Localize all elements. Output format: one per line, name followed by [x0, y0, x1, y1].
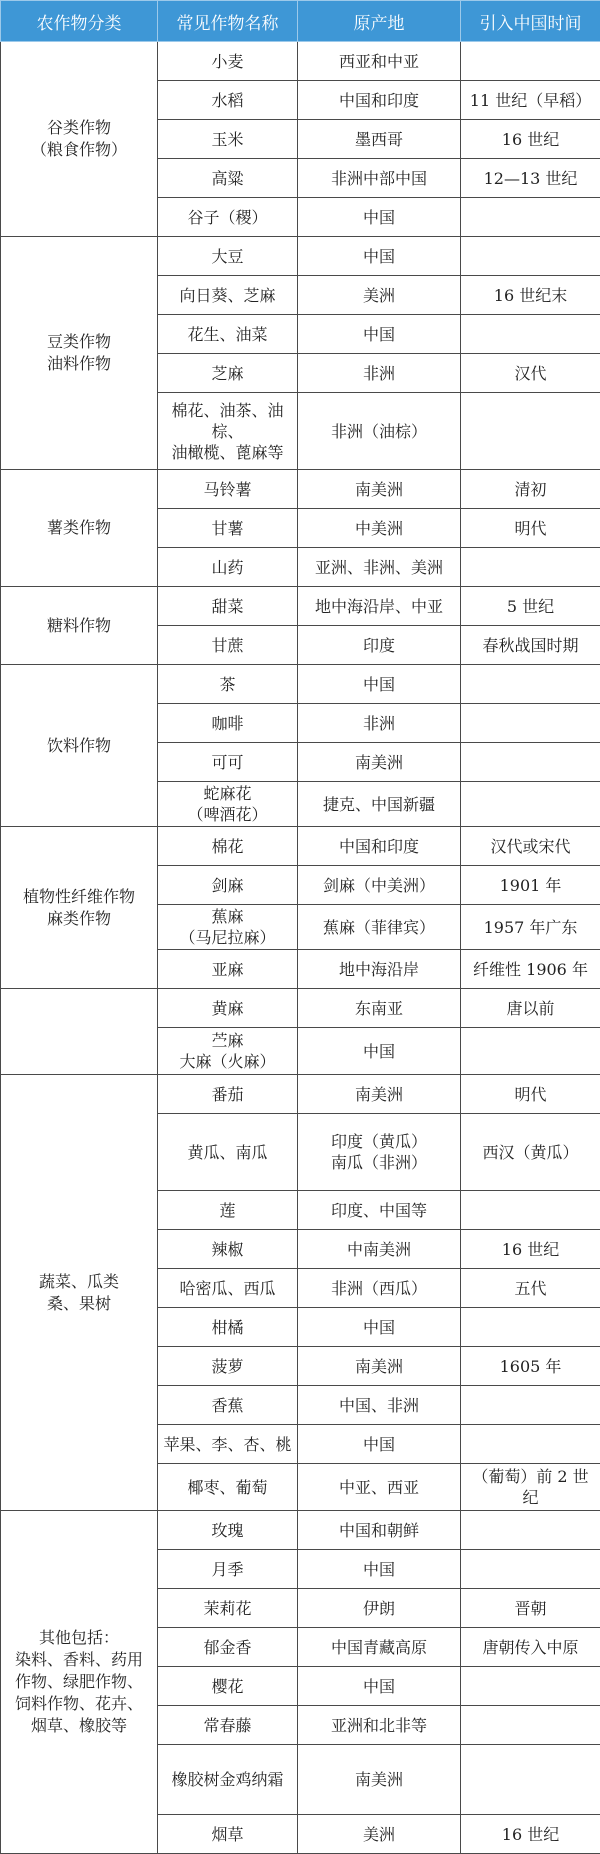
- introduction-time-cell: [461, 1308, 600, 1347]
- origin-cell: 南美洲: [298, 1745, 461, 1815]
- table-row: [1, 1075, 600, 1114]
- table-row: [1, 989, 600, 1028]
- crop-name-cell: 甘薯: [158, 509, 298, 548]
- origin-cell: 东南亚: [298, 989, 461, 1028]
- origin-cell: 非洲中部中国: [298, 159, 461, 198]
- crop-name-cell: 山药: [158, 548, 298, 587]
- introduction-time-cell: 春秋战国时期: [461, 626, 600, 665]
- introduction-time-cell: 明代: [461, 1075, 600, 1114]
- introduction-time-cell: 16 世纪: [461, 120, 600, 159]
- origin-cell: 中南美洲: [298, 1230, 461, 1269]
- crop-name-cell: 花生、油菜: [158, 315, 298, 354]
- crop-name-cell: 莲: [158, 1191, 298, 1230]
- introduction-time-cell: 唐以前: [461, 989, 600, 1028]
- category-cell: 其他包括： 染料、香料、药用 作物、绿肥作物、 饲料作物、花卉、 烟草、橡胶等: [1, 1511, 158, 1854]
- category-cell: 薯类作物: [1, 470, 158, 587]
- crop-name-cell: 玫瑰: [158, 1511, 298, 1550]
- crop-name-cell: 甜菜: [158, 587, 298, 626]
- table-row: [1, 827, 600, 866]
- crop-name-cell: 黄瓜、南瓜: [158, 1114, 298, 1191]
- introduction-time-cell: [461, 237, 600, 276]
- origin-cell: 非洲: [298, 704, 461, 743]
- origin-cell: 墨西哥: [298, 120, 461, 159]
- category-cell: [1, 989, 158, 1075]
- origin-cell: 印度: [298, 626, 461, 665]
- origin-cell: 中国: [298, 1667, 461, 1706]
- crop-name-cell: 黄麻: [158, 989, 298, 1028]
- origin-cell: 南美洲: [298, 743, 461, 782]
- category-cell: 糖料作物: [1, 587, 158, 665]
- origin-cell: 印度、中国等: [298, 1191, 461, 1230]
- crop-name-cell: 可可: [158, 743, 298, 782]
- header-row: [1, 1, 600, 42]
- introduction-time-cell: [461, 315, 600, 354]
- origin-cell: 伊朗: [298, 1589, 461, 1628]
- crop-name-cell: 向日葵、芝麻: [158, 276, 298, 315]
- crop-name-cell: 茶: [158, 665, 298, 704]
- crop-name-cell: 亚麻: [158, 950, 298, 989]
- crop-name-cell: 棉花: [158, 827, 298, 866]
- origin-cell: 地中海沿岸、中亚: [298, 587, 461, 626]
- table-row: [1, 1511, 600, 1550]
- origin-cell: 中国: [298, 1308, 461, 1347]
- origin-cell: 中国: [298, 665, 461, 704]
- table-row: [1, 587, 600, 626]
- crop-name-cell: 樱花: [158, 1667, 298, 1706]
- introduction-time-cell: [461, 1667, 600, 1706]
- crop-name-cell: 茉莉花: [158, 1589, 298, 1628]
- crop-name-cell: 苎麻 大麻（火麻）: [158, 1028, 298, 1075]
- crop-name-cell: 芝麻: [158, 354, 298, 393]
- crop-name-cell: 辣椒: [158, 1230, 298, 1269]
- origin-cell: 中国青藏高原: [298, 1628, 461, 1667]
- table-row: [1, 42, 600, 81]
- table-row: [1, 470, 600, 509]
- introduction-time-cell: [461, 743, 600, 782]
- category-cell: 植物性纤维作物 麻类作物: [1, 827, 158, 989]
- crop-name-cell: 橡胶树金鸡纳霜: [158, 1745, 298, 1815]
- origin-cell: 剑麻（中美洲）: [298, 866, 461, 905]
- introduction-time-cell: [461, 1425, 600, 1464]
- category-cell: 饮料作物: [1, 665, 158, 827]
- crop-name-cell: 番茄: [158, 1075, 298, 1114]
- introduction-time-cell: [461, 1028, 600, 1075]
- header-category: 农作物分类: [1, 1, 158, 42]
- origin-cell: 非洲（西瓜）: [298, 1269, 461, 1308]
- crop-name-cell: 常春藤: [158, 1706, 298, 1745]
- origin-cell: 南美洲: [298, 1075, 461, 1114]
- introduction-time-cell: [461, 393, 600, 470]
- origin-cell: 美洲: [298, 276, 461, 315]
- category-cell: 豆类作物 油料作物: [1, 237, 158, 470]
- origin-cell: 地中海沿岸: [298, 950, 461, 989]
- category-cell: 蔬菜、瓜类 桑、果树: [1, 1075, 158, 1511]
- crop-name-cell: 郁金香: [158, 1628, 298, 1667]
- category-cell: 谷类作物 （粮食作物）: [1, 42, 158, 237]
- introduction-time-cell: [461, 1191, 600, 1230]
- crop-name-cell: 谷子（稷）: [158, 198, 298, 237]
- origin-cell: 中国和印度: [298, 81, 461, 120]
- introduction-time-cell: 清初: [461, 470, 600, 509]
- introduction-time-cell: （葡萄）前 2 世 纪: [461, 1464, 600, 1511]
- introduction-time-cell: [461, 1550, 600, 1589]
- crop-name-cell: 烟草: [158, 1815, 298, 1854]
- crop-name-cell: 咖啡: [158, 704, 298, 743]
- origin-cell: 蕉麻（菲律宾）: [298, 905, 461, 950]
- introduction-time-cell: 5 世纪: [461, 587, 600, 626]
- introduction-time-cell: 唐朝传入中原: [461, 1628, 600, 1667]
- origin-cell: 非洲: [298, 354, 461, 393]
- origin-cell: 中国: [298, 198, 461, 237]
- origin-cell: 中亚、西亚: [298, 1464, 461, 1511]
- introduction-time-cell: 西汉（黄瓜）: [461, 1114, 600, 1191]
- origin-cell: 非洲（油棕）: [298, 393, 461, 470]
- introduction-time-cell: [461, 548, 600, 587]
- crop-name-cell: 大豆: [158, 237, 298, 276]
- crop-name-cell: 剑麻: [158, 866, 298, 905]
- introduction-time-cell: [461, 782, 600, 827]
- crop-name-cell: 马铃薯: [158, 470, 298, 509]
- crop-name-cell: 小麦: [158, 42, 298, 81]
- introduction-time-cell: 晋朝: [461, 1589, 600, 1628]
- origin-cell: 中国: [298, 315, 461, 354]
- origin-cell: 中美洲: [298, 509, 461, 548]
- origin-cell: 南美洲: [298, 1347, 461, 1386]
- crop-name-cell: 月季: [158, 1550, 298, 1589]
- introduction-time-cell: [461, 1511, 600, 1550]
- crop-name-cell: 蕉麻 （马尼拉麻）: [158, 905, 298, 950]
- crop-name-cell: 哈密瓜、西瓜: [158, 1269, 298, 1308]
- origin-cell: 印度（黄瓜） 南瓜（非洲）: [298, 1114, 461, 1191]
- introduction-time-cell: [461, 1745, 600, 1815]
- origin-cell: 中国和朝鲜: [298, 1511, 461, 1550]
- introduction-time-cell: 16 世纪: [461, 1230, 600, 1269]
- crop-name-cell: 椰枣、葡萄: [158, 1464, 298, 1511]
- introduction-time-cell: [461, 1706, 600, 1745]
- introduction-time-cell: [461, 665, 600, 704]
- introduction-time-cell: 1957 年广东: [461, 905, 600, 950]
- crop-name-cell: 柑橘: [158, 1308, 298, 1347]
- introduction-time-cell: 1901 年: [461, 866, 600, 905]
- crop-name-cell: 甘蔗: [158, 626, 298, 665]
- origin-cell: 中国和印度: [298, 827, 461, 866]
- introduction-time-cell: [461, 704, 600, 743]
- introduction-time-cell: 纤维性 1906 年: [461, 950, 600, 989]
- introduction-time-cell: 明代: [461, 509, 600, 548]
- header-crop-name: 常见作物名称: [158, 1, 298, 42]
- origin-cell: 中国: [298, 1425, 461, 1464]
- origin-cell: 中国: [298, 1028, 461, 1075]
- introduction-time-cell: 汉代或宋代: [461, 827, 600, 866]
- origin-cell: 美洲: [298, 1815, 461, 1854]
- origin-cell: 亚洲、非洲、美洲: [298, 548, 461, 587]
- header-origin: 原产地: [298, 1, 461, 42]
- origin-cell: 南美洲: [298, 470, 461, 509]
- origin-cell: 亚洲和北非等: [298, 1706, 461, 1745]
- crop-name-cell: 苹果、李、杏、桃: [158, 1425, 298, 1464]
- introduction-time-cell: 12—13 世纪: [461, 159, 600, 198]
- header-introduction-time: 引入中国时间: [461, 1, 600, 42]
- crop-name-cell: 水稻: [158, 81, 298, 120]
- introduction-time-cell: 汉代: [461, 354, 600, 393]
- introduction-time-cell: [461, 1386, 600, 1425]
- crop-name-cell: 香蕉: [158, 1386, 298, 1425]
- introduction-time-cell: 16 世纪末: [461, 276, 600, 315]
- origin-cell: 中国、非洲: [298, 1386, 461, 1425]
- crop-name-cell: 棉花、油茶、油棕、 油橄榄、蓖麻等: [158, 393, 298, 470]
- crop-name-cell: 蛇麻花 （啤酒花）: [158, 782, 298, 827]
- origin-cell: 中国: [298, 237, 461, 276]
- table-body: [1, 42, 600, 1854]
- origin-cell: 西亚和中亚: [298, 42, 461, 81]
- introduction-time-cell: 11 世纪（早稻）: [461, 81, 600, 120]
- table-row: [1, 237, 600, 276]
- introduction-time-cell: 五代: [461, 1269, 600, 1308]
- crop-name-cell: 高粱: [158, 159, 298, 198]
- introduction-time-cell: 1605 年: [461, 1347, 600, 1386]
- table-row: [1, 665, 600, 704]
- crop-name-cell: 玉米: [158, 120, 298, 159]
- introduction-time-cell: [461, 198, 600, 237]
- origin-cell: 中国: [298, 1550, 461, 1589]
- origin-cell: 捷克、中国新疆: [298, 782, 461, 827]
- introduction-time-cell: 16 世纪: [461, 1815, 600, 1854]
- crop-name-cell: 菠萝: [158, 1347, 298, 1386]
- introduction-time-cell: [461, 42, 600, 81]
